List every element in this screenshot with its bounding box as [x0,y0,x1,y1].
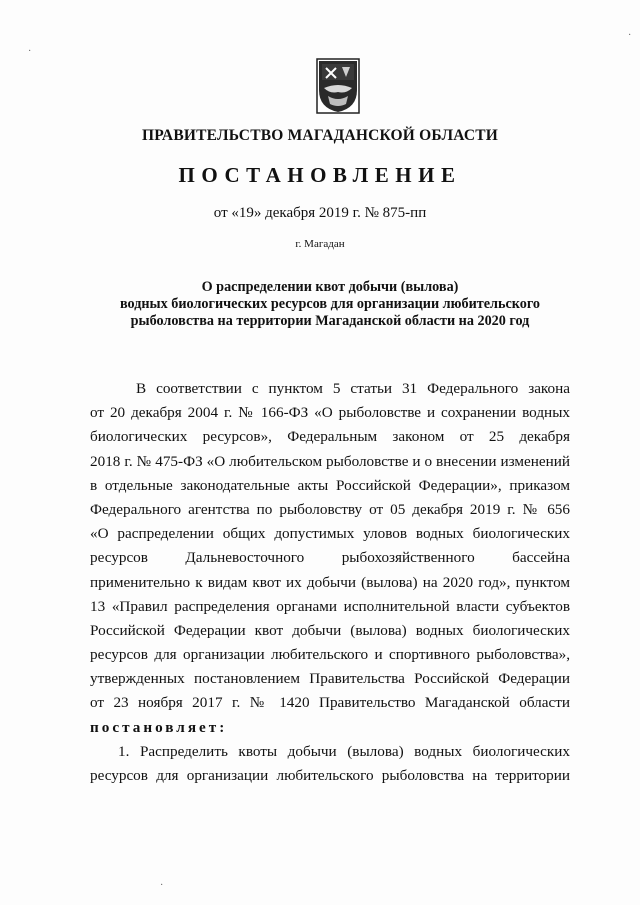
document-type-title: ПОСТАНОВЛЕНИЕ [178,163,462,187]
document-city: г. Магадан [295,238,345,250]
body-line: биологических ресурсов», Федеральным законом от 25 декабря [90,428,570,446]
body-line: ресурсов Дальневосточного рыбохозяйственного бассейна [90,549,570,567]
item-1-line: 1. Распределить квоты добычи (вылова) водных биологических [118,742,570,760]
body-line: «О распределении общих допустимых уловов водных биологических [90,525,570,543]
decree-word: постановляет: [90,718,228,736]
subject-line: рыболовства на территории Магаданской области на 2020 год [130,313,530,329]
document-subject [80,279,580,330]
scan-speck: · [160,880,164,891]
item-1-line: ресурсов для организации любительского рыболовства на территории [90,767,570,784]
body-line: ресурсов для организации любительского и спортивного рыболовства», [90,646,570,664]
scan-speck: · [628,30,632,41]
body-line: от 20 декабря 2004 г. № 166-ФЗ «О рыболовстве и сохранении водных [90,404,570,422]
body-line: применительно к видам квот их добычи (вылова) на 2020 год», пунктом [90,573,570,591]
body-line: в отдельные законодательные акты Российской Федерации», приказом [90,476,570,494]
body-line: Российской Федерации квот добычи (вылова) водных биологических [90,621,570,639]
body-line: В соответствии с пунктом 5 статьи 31 Федерального закона [136,380,570,397]
body-line: 13 «Правил распределения органами исполнительной власти субъектов [90,597,570,615]
coat-of-arms-icon [316,58,360,114]
document-date-number: от «19» декабря 2019 г. № 875-пп [213,205,427,221]
subject-line: водных биологических ресурсов для организации любительского [119,296,541,312]
body-line: Федерального агентства по рыболовству от 05 декабря 2019 г. № 656 [90,500,570,518]
subject-line: О распределении квот добычи (вылова) [201,279,459,295]
scan-speck: · [28,46,32,57]
organization-title: ПРАВИТЕЛЬСТВО МАГАДАНСКОЙ ОБЛАСТИ [141,127,499,144]
body-line: утвержденных постановлением Правительства Российской Федерации [90,670,570,688]
body-line: 2018 г. № 475-ФЗ «О любительском рыболовстве и о внесении изменений [90,452,570,470]
document-body [90,377,570,788]
body-line: от 23 ноября 2017 г. № 1420 Правительство Магаданской области [90,694,570,712]
